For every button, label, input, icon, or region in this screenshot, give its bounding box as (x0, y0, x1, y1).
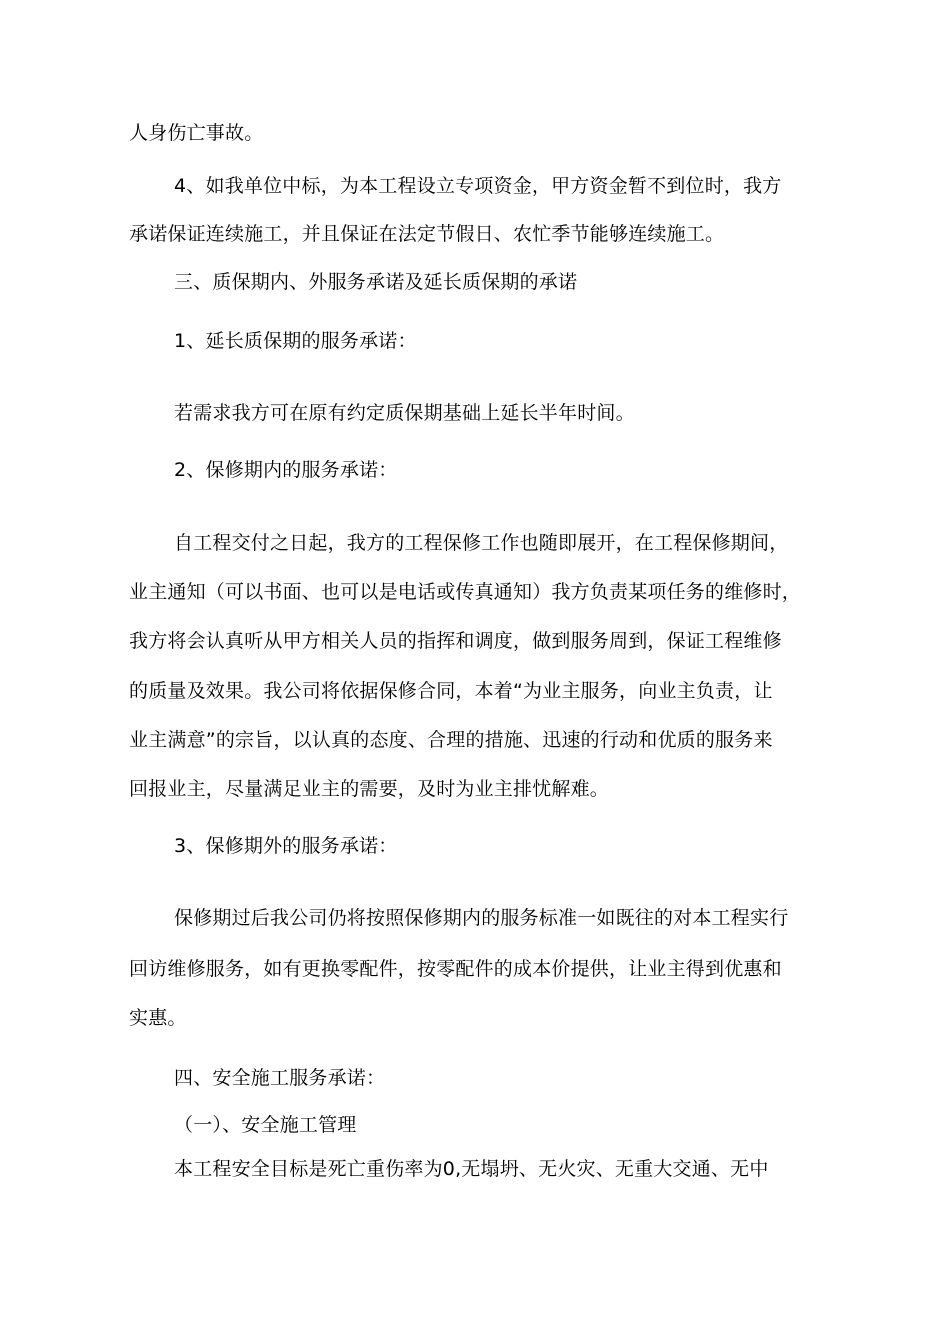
section-heading-3: 三、质保期内、外服务承诺及延长质保期的承诺 (174, 271, 578, 293)
text-line: 人身伤亡事故。 (129, 122, 264, 144)
subheading-safety-management: （一）、安全施工管理 (174, 1114, 357, 1136)
subheading-3: 3、保修期外的服务承诺： (174, 835, 398, 857)
paragraph-text: 我方将会认真听从甲方相关人员的指挥和调度，做到服务周到，保证工程维修 (129, 630, 782, 652)
paragraph-text: 回报业主，尽量满足业主的需要，及时为业主排忧解难。 (129, 778, 610, 800)
subheading-1: 1、延长质保期的服务承诺： (174, 330, 417, 352)
paragraph-item-4: 4、如我单位中标，为本工程设立专项资金，甲方资金暂不到位时，我方 (174, 175, 782, 197)
section-heading-4: 四、安全施工服务承诺： (174, 1067, 386, 1089)
paragraph-text: 实惠。 (129, 1007, 187, 1029)
paragraph-text: 保修期过后我公司仍将按照保修期内的服务标准一如既往的对本工程实行 (174, 907, 789, 929)
text-line: 承诺保证连续施工，并且保证在法定节假日、农忙季节能够连续施工。 (129, 223, 725, 245)
paragraph-text: 回访维修服务，如有更换零配件，按零配件的成本价提供，让业主得到优惠和 (129, 958, 782, 980)
paragraph-text: 若需求我方可在原有约定质保期基础上延长半年时间。 (174, 402, 635, 424)
paragraph-text: 业主通知（可以书面、也可以是电话或传真通知）我方负责某项任务的维修时， (129, 581, 802, 603)
subheading-2: 2、保修期内的服务承诺： (174, 459, 398, 481)
paragraph-text: 本工程安全目标是死亡重伤率为0,无塌坍、无火灾、无重大交通、无中 (174, 1158, 769, 1180)
paragraph-text: 自工程交付之日起，我方的工程保修工作也随即展开，在工程保修期间， (174, 532, 789, 554)
paragraph-text: 业主满意”的宗旨，以认真的态度、合理的措施、迅速的行动和优质的服务来 (129, 729, 773, 751)
paragraph-text: 的质量及效果。我公司将依据保修合同，本着“为业主服务，向业主负责，让 (129, 680, 773, 702)
